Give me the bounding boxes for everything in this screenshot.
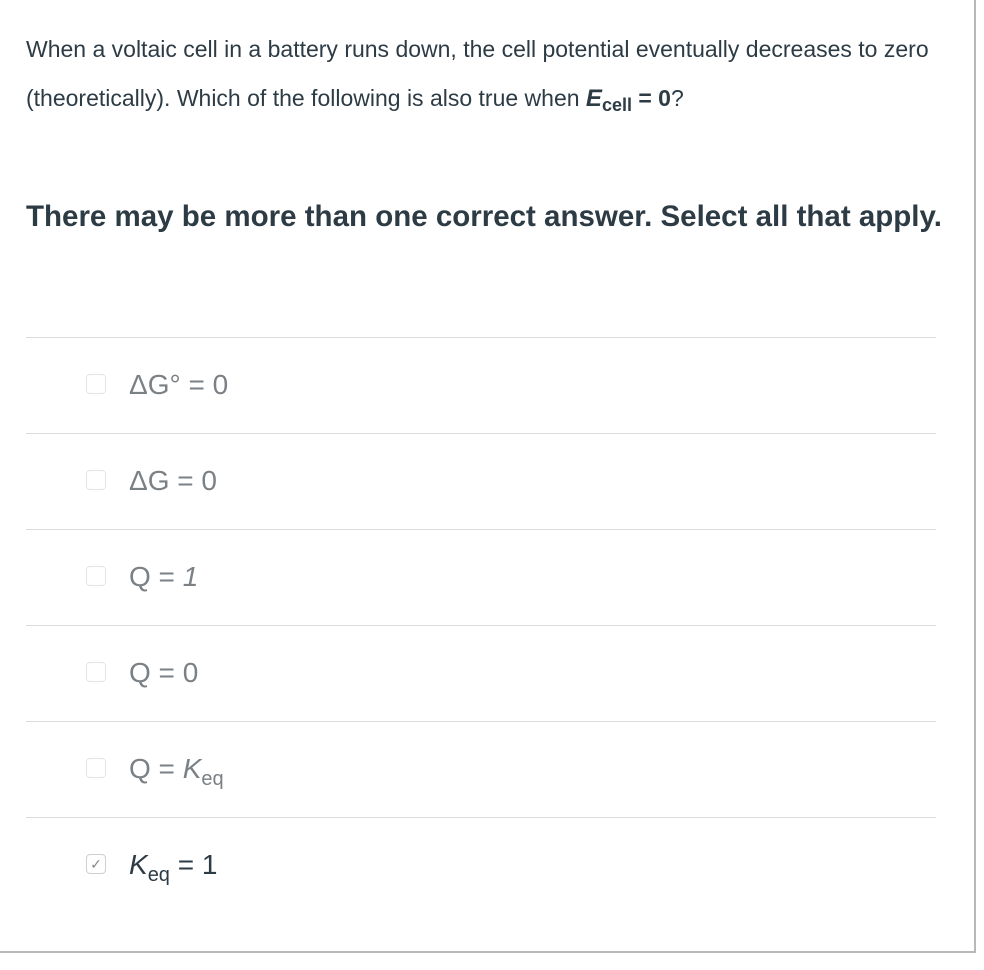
e-subscript: cell	[601, 95, 632, 115]
instruction-text: There may be more than one correct answer. Select all that apply.	[26, 200, 942, 233]
answer-option-5[interactable]	[26, 721, 936, 817]
e-symbol: E	[585, 85, 602, 112]
answer-label[interactable]	[129, 560, 198, 594]
answer-checkbox[interactable]	[86, 470, 106, 490]
answer-list	[26, 337, 936, 937]
answer-checkbox[interactable]	[86, 566, 106, 586]
question-text	[26, 25, 941, 125]
answer-label-italic: 1	[182, 561, 199, 592]
answer-checkbox-checked[interactable]	[86, 854, 106, 874]
check-icon: ✓	[90, 856, 102, 872]
answer-option-1[interactable]	[26, 337, 936, 433]
answer-label-pre: Q =	[129, 753, 183, 784]
question-body: When a voltaic cell in a battery runs down, the cell potential eventually decreases to zero (theoretically). Which of the following is also true when	[26, 36, 929, 111]
answer-label[interactable]	[129, 848, 217, 885]
answer-option-6[interactable]	[26, 817, 936, 937]
answer-option-3[interactable]	[26, 529, 936, 625]
answer-checkbox[interactable]	[86, 662, 106, 682]
answer-label-italic: K	[182, 753, 202, 784]
answer-label-pre: ΔG = 0	[129, 465, 217, 496]
answer-label-pre: ΔG° = 0	[129, 369, 229, 400]
answer-label[interactable]	[129, 464, 217, 498]
answer-label[interactable]	[129, 656, 198, 690]
answer-label-italic: K	[129, 849, 148, 880]
answer-label-pre: Q = 0	[129, 657, 199, 688]
answer-label-pre: Q =	[129, 561, 183, 592]
answer-checkbox[interactable]	[86, 374, 106, 394]
answer-option-2[interactable]	[26, 433, 936, 529]
answer-label-post: = 1	[169, 849, 218, 880]
answer-checkbox[interactable]	[86, 758, 106, 778]
answer-label-subscript: eq	[147, 864, 170, 886]
question-mark: ?	[670, 85, 684, 111]
answer-label-subscript: eq	[201, 768, 224, 790]
answer-label[interactable]	[129, 368, 228, 402]
question-equals-zero: = 0	[631, 85, 671, 111]
answer-label[interactable]	[129, 752, 224, 789]
answer-option-4[interactable]	[26, 625, 936, 721]
